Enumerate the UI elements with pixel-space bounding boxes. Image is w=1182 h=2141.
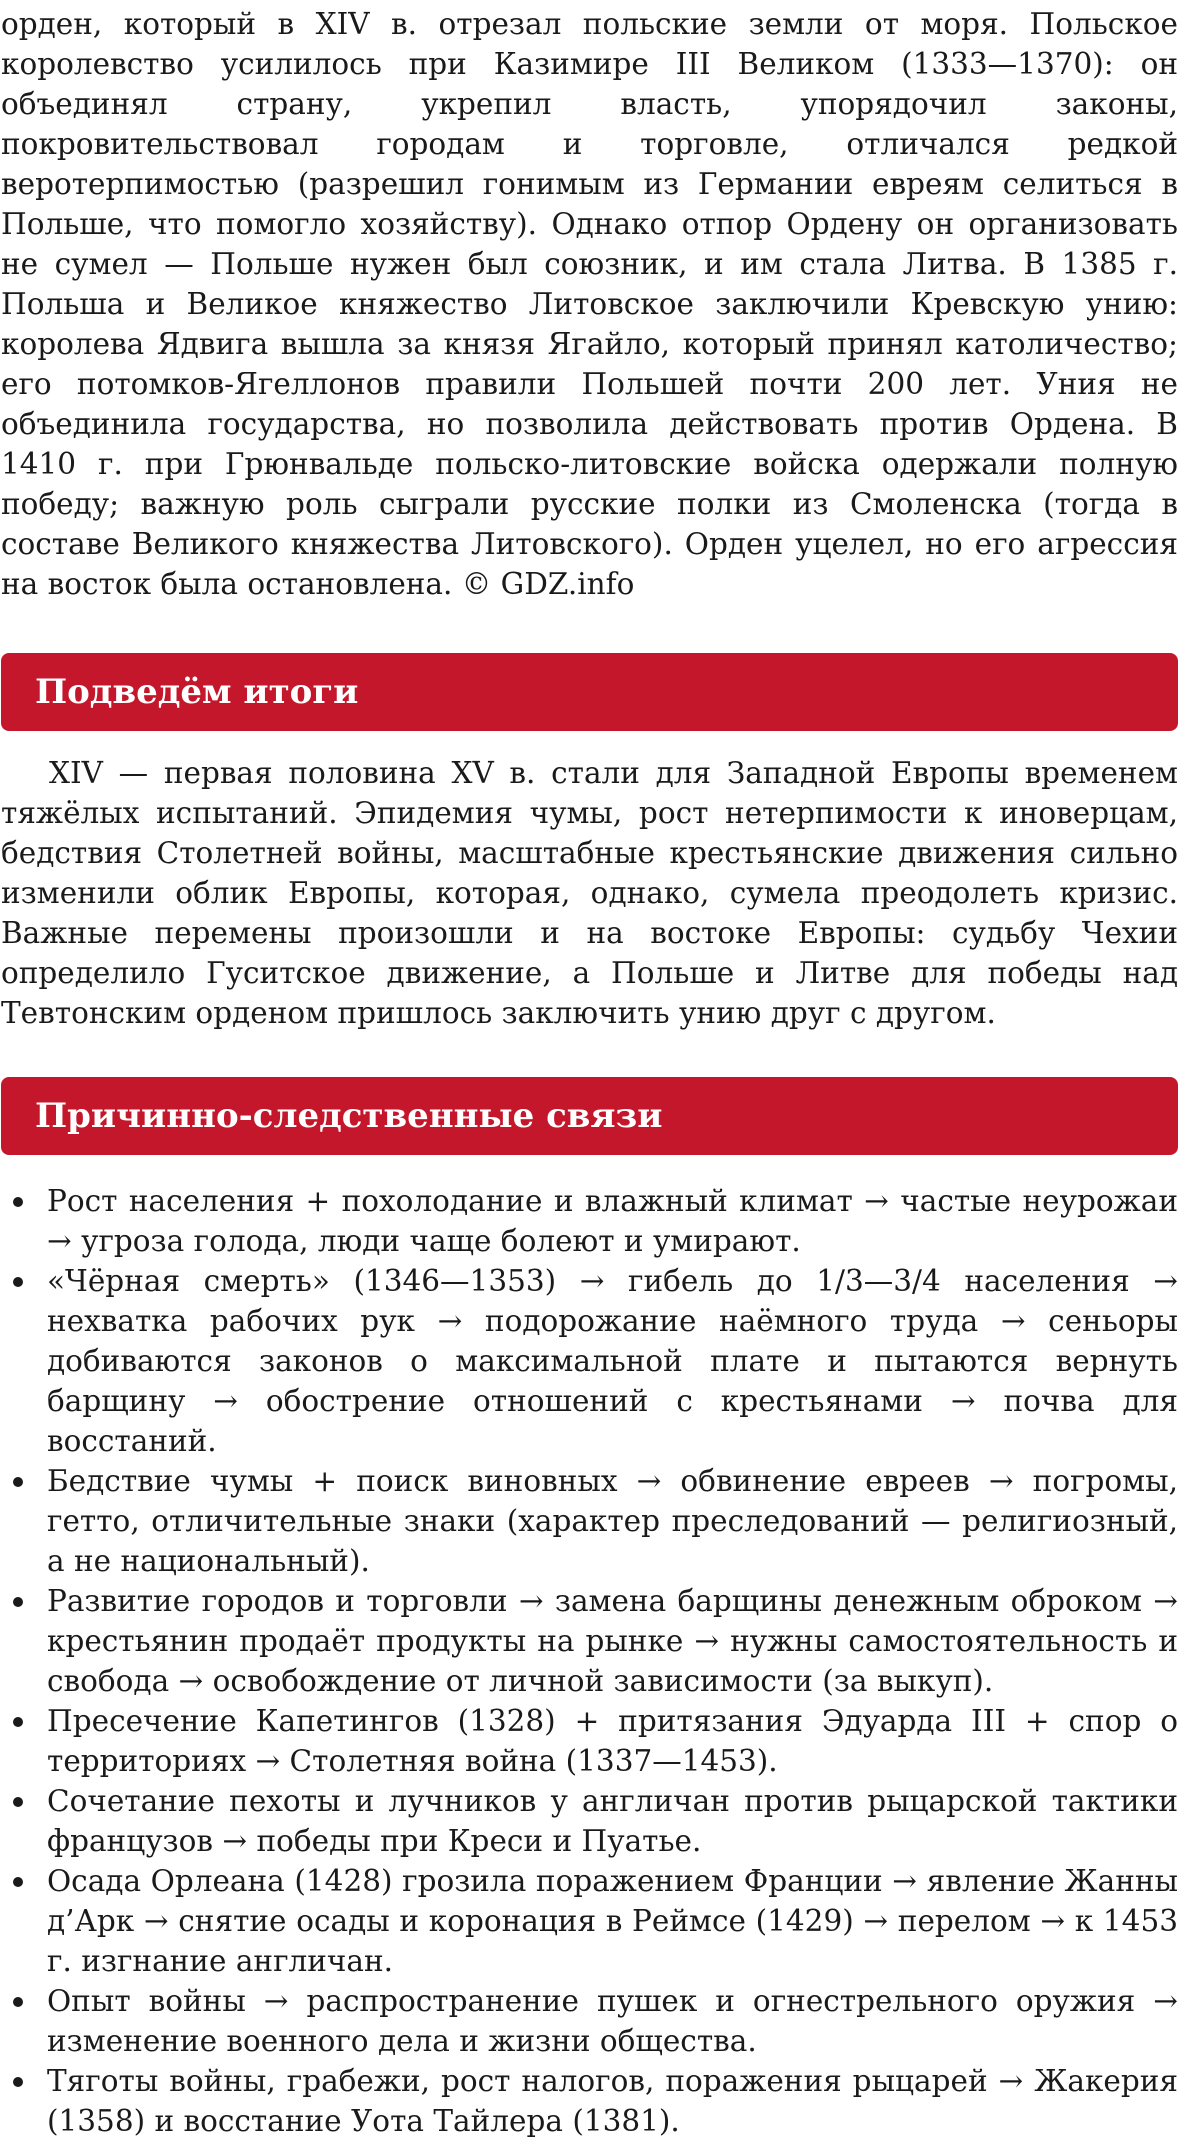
list-item-text: Осада Орлеана (1428) грозила поражением Франции → явление Жанны д’Арк → снятие осады и коронация в Реймсе (1429) → перелом → к 1453 г. изгнание англичан. (47, 1864, 1178, 1978)
list-item (1, 1261, 1178, 1461)
causal-list (1, 1181, 1178, 2141)
list-item (1, 1981, 1178, 2061)
bullet-icon (13, 1877, 23, 1887)
list-item (1, 1461, 1178, 1581)
list-item-text: «Чёрная смерть» (1346—1353) → гибель до 1/3—3/4 населения → нехватка рабочих рук → подорожание наёмного труда → сеньоры добиваются законов о максимальной плате и пытаются вернуть барщину → обострение отношений с крестьянами → почва для восстаний. (47, 1264, 1178, 1458)
bullet-icon (13, 1597, 23, 1607)
list-item (1, 1701, 1178, 1781)
list-item-text: Опыт войны → распространение пушек и огнестрельного оружия → изменение военного дела и жизни общества. (47, 1984, 1178, 2058)
section-header-summary (1, 653, 1178, 731)
list-item-text: Пресечение Капетингов (1328) + притязания Эдуарда III + спор о территориях → Столетняя война (1337—1453). (47, 1704, 1178, 1778)
bullet-icon (13, 1797, 23, 1807)
list-item (1, 1861, 1178, 1981)
list-item-text: Тяготы войны, грабежи, рост налогов, поражения рыцарей → Жакерия (1358) и восстание Уота Тайлера (1381). (47, 2064, 1178, 2138)
list-item (1, 1781, 1178, 1861)
list-item (1, 2061, 1178, 2141)
list-item (1, 1181, 1178, 1261)
bullet-icon (13, 1277, 23, 1287)
bullet-icon (13, 1477, 23, 1487)
list-item-text: Рост населения + похолодание и влажный климат → частые неурожаи → угроза голода, люди чаще болеют и умирают. (47, 1184, 1178, 1258)
list-item-text: Развитие городов и торговли → замена барщины денежным оброком → крестьянин продаёт продукты на рынке → нужны самостоятельность и свобода → освобождение от личной зависимости (за выкуп). (47, 1584, 1178, 1698)
list-item (1, 1581, 1178, 1701)
list-item-text: Сочетание пехоты и лучников у англичан против рыцарской тактики французов → победы при Креси и Пуатье. (47, 1784, 1178, 1858)
bullet-icon (13, 1717, 23, 1727)
bullet-icon (13, 1997, 23, 2007)
section-title-causal: Причинно-следственные связи (35, 1096, 663, 1136)
summary-paragraph: XIV — первая половина XV в. стали для Западной Европы временем тяжёлых испытаний. Эпидемия чумы, рост нетерпимости к иноверцам, бедствия Столетней войны, масштабные крестьянские движения сильно изменили облик Европы, которая, однако, сумела преодолеть кризис. Важные перемены произошли и на востоке Европы: судьбу Чехии определило Гуситское движение, а Польше и Литве для победы над Тевтонским орденом пришлось заключить унию друг с другом. (1, 756, 1178, 1030)
list-item-text: Бедствие чумы + поиск виновных → обвинение евреев → погромы, гетто, отличительные знаки (характер преследований — религиозный, а не национальный). (47, 1464, 1178, 1578)
bullet-icon (13, 1197, 23, 1207)
section-header-causal (1, 1077, 1178, 1155)
bullet-icon (13, 2077, 23, 2087)
intro-paragraph: орден, который в XIV в. отрезал польские земли от моря. Польское королевство усилилось при Казимире III Великом (1333—1370): он объединял страну, укрепил власть, упорядочил законы, покровительствовал городам и торговле, отличался редкой веротерпимостью (разрешил гонимым из Германии евреям селиться в Польше, что помогло хозяйству). Однако отпор Ордену он организовать не сумел — Польше нужен был союзник, и им стала Литва. В 1385 г. Польша и Великое княжество Литовское заключили Кревскую унию: королева Ядвига вышла за князя Ягайло, который принял католичество; его потомков-Ягеллонов правили Польшей почти 200 лет. Уния не объединила государства, но позволила действовать против Ордена. В 1410 г. при Грюнвальде польско-литовские войска одержали полную победу; важную роль сыграли русские полки из Смоленска (тогда в составе Великого княжества Литовского). Орден уцелел, но его агрессия на восток была остановлена. © GDZ.info (1, 7, 1178, 601)
section-title-summary: Подведём итоги (35, 672, 359, 712)
